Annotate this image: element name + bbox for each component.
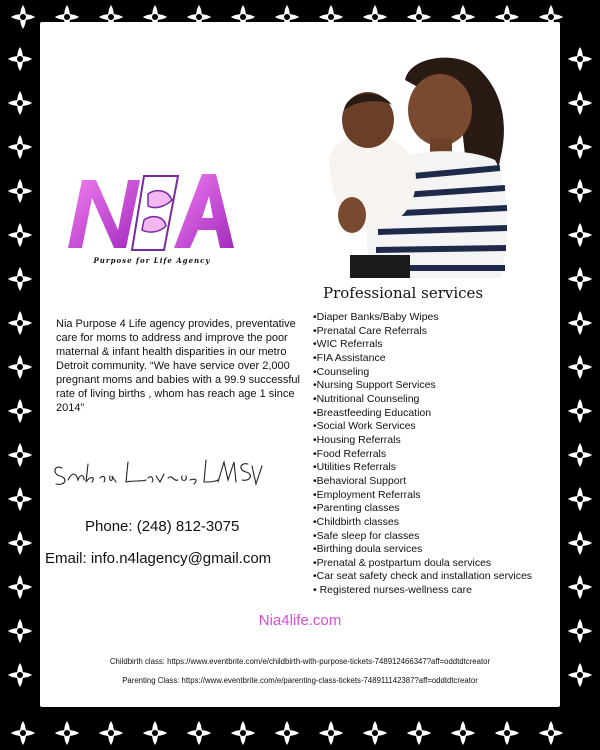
border-ornament-icon	[565, 484, 595, 514]
border-ornament-icon	[565, 132, 595, 162]
border-ornament-icon	[5, 264, 35, 294]
service-item: •Food Referrals	[313, 447, 387, 460]
border-ornament-icon	[536, 718, 566, 748]
service-item: •Breastfeeding Education	[313, 406, 432, 419]
service-item: •Employment Referrals	[313, 488, 421, 501]
service-item: •Car seat safety check and installation services	[313, 570, 533, 583]
service-item: •FIA Assistance	[313, 351, 386, 364]
border-ornament-icon	[5, 440, 35, 470]
border-ornament-icon	[565, 440, 595, 470]
border-ornament-icon	[5, 44, 35, 74]
agency-description-text: Nia Purpose 4 Life agency provides, preventative care for moms to address and improve the poor maternal & infant health disparities in our metro Detroit community. “We have service over 2,000 pregnant moms and babies with a 99.9 successful rate of living births , whom has reach age 1 since 2014”	[56, 318, 300, 414]
services-heading: Professional services	[323, 284, 484, 302]
mother-baby-photo	[310, 50, 520, 278]
service-item: •Counseling	[313, 365, 370, 378]
border-ornament-icon	[96, 718, 126, 748]
border-ornament-icon	[228, 718, 258, 748]
border-ornament-icon	[565, 352, 595, 382]
border-ornament-icon	[404, 718, 434, 748]
service-item: •Behavioral Support	[313, 474, 406, 487]
services-list	[313, 311, 532, 598]
border-ornament-icon	[360, 718, 390, 748]
phone-number: Phone: (248) 812-3075	[85, 518, 240, 535]
border-ornament-icon	[565, 220, 595, 250]
border-ornament-icon	[5, 352, 35, 382]
service-item: •Parenting classes	[313, 502, 400, 515]
border-ornament-icon	[5, 176, 35, 206]
service-item: •Housing Referrals	[313, 433, 401, 446]
border-ornament-icon	[565, 396, 595, 426]
service-item: •Diaper Banks/Baby Wipes	[313, 311, 439, 323]
border-ornament-icon	[5, 220, 35, 250]
service-item: •WIC Referrals	[313, 338, 383, 351]
border-ornament-icon	[5, 88, 35, 118]
border-ornament-icon	[140, 718, 170, 748]
border-ornament-icon	[5, 132, 35, 162]
service-item: •Nursing Support Services	[313, 379, 436, 392]
website-link[interactable]: Nia4life.com	[258, 612, 342, 629]
border-ornament-icon	[8, 2, 38, 32]
border-ornament-icon	[8, 718, 38, 748]
parenting-class-link[interactable]: Parenting Class: https://www.eventbrite.com/e/parenting-class-tickets-748911142387?aff=oddtdtcreator	[122, 676, 478, 685]
border-ornament-icon	[565, 528, 595, 558]
nia-logo	[60, 160, 240, 270]
border-ornament-icon	[5, 484, 35, 514]
border-ornament-icon	[52, 718, 82, 748]
border-ornament-icon	[316, 718, 346, 748]
border-ornament-icon	[565, 308, 595, 338]
border-ornament-icon	[565, 176, 595, 206]
border-ornament-icon	[184, 718, 214, 748]
border-ornament-icon	[492, 718, 522, 748]
service-item: •Prenatal & postpartum doula services	[313, 556, 492, 569]
border-ornament-icon	[565, 264, 595, 294]
service-item: •Nutritional Counseling	[313, 392, 420, 405]
border-ornament-icon	[565, 44, 595, 74]
agency-description	[56, 317, 301, 415]
service-item: •Birthing doula services	[313, 543, 423, 556]
service-item: •Social Work Services	[313, 420, 416, 433]
border-ornament-icon	[565, 88, 595, 118]
border-ornament-icon	[565, 572, 595, 602]
childbirth-class-link[interactable]: Childbirth class: https://www.eventbrite.com/e/childbirth-with-purpose-tickets-748912466347?aff=oddtdtcreator	[109, 657, 491, 666]
service-item: •Prenatal Care Referrals	[313, 324, 427, 337]
service-item: •Childbirth classes	[313, 515, 399, 528]
border-ornament-icon	[448, 718, 478, 748]
service-item: •Utilities Referrals	[313, 461, 397, 474]
border-ornament-icon	[5, 308, 35, 338]
email-address: Email: info.n4lagency@gmail.com	[45, 550, 272, 567]
service-item: • Registered nurses-wellness care	[313, 584, 472, 597]
border-ornament-icon	[5, 396, 35, 426]
logo-tagline: Purpose for Life Agency	[93, 256, 211, 265]
border-ornament-icon	[272, 718, 302, 748]
service-item: •Safe sleep for classes	[313, 529, 420, 542]
border-ornament-icon	[5, 528, 35, 558]
handwritten-signature	[48, 452, 263, 494]
border-ornament-icon	[5, 572, 35, 602]
